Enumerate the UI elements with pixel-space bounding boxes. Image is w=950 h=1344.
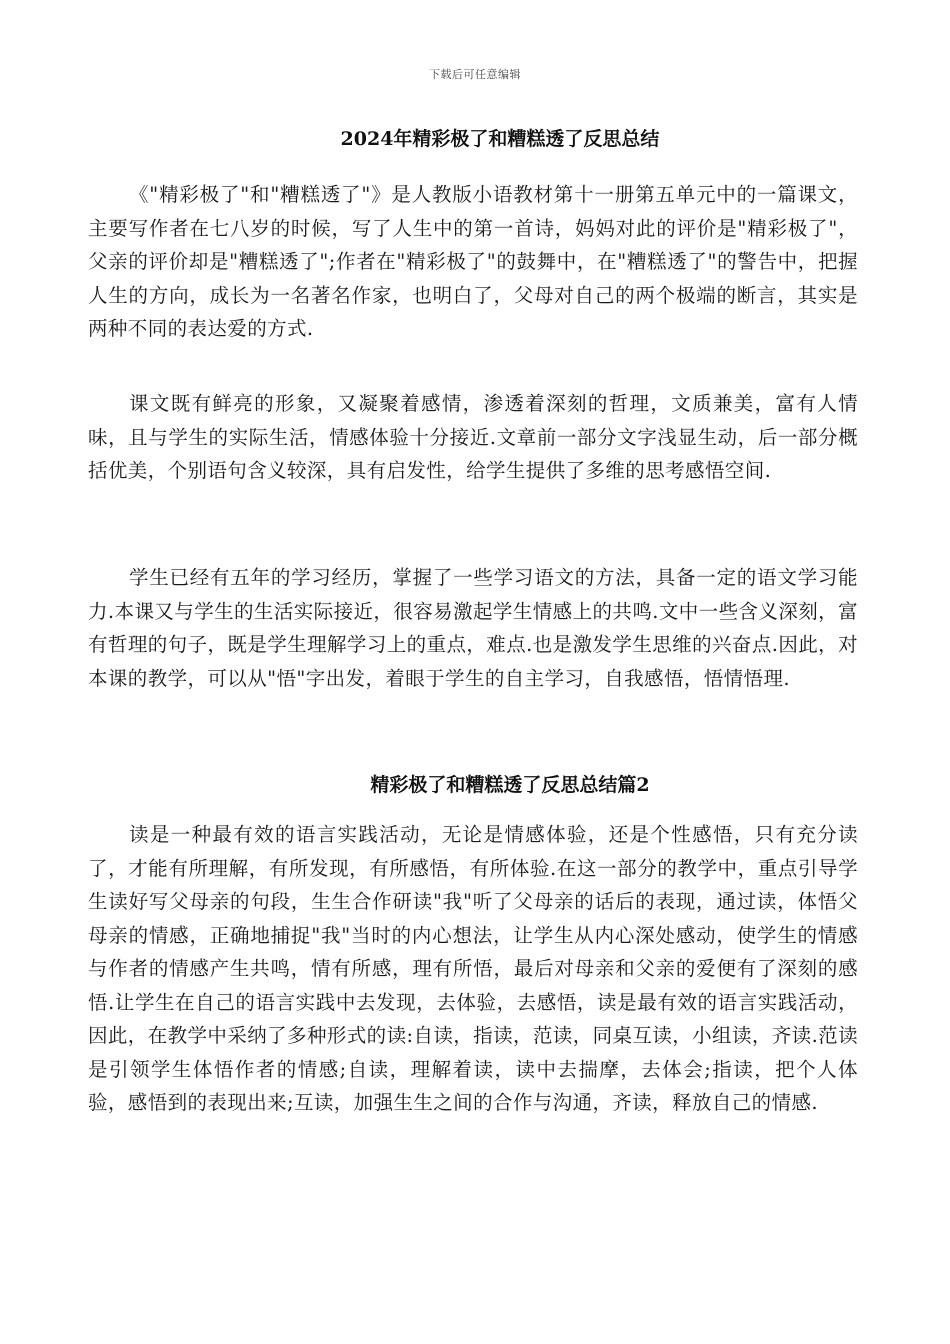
paragraph-intro: 《"精彩极了"和"糟糕透了"》是人教版小语教材第十一册第五单元中的一篇课文，主要写作者在七八岁的时候，写了人生中的第一首诗，妈妈对此的评价是"精彩极了"，父亲的评价却是"糟糕透了";作者在"精彩极了"的鼓舞中，在"糟糕透了"的警告中，把握人生的方向，成长为一名著名作家，也明白了，父母对自己的两个极端的断言，其实是两种不同的表达爱的方式. bbox=[88, 183, 858, 340]
document-title: 2024年精彩极了和糟糕透了反思总结 bbox=[340, 128, 660, 150]
paragraph-students: 学生已经有五年的学习经历，掌握了一些学习语文的方法，具备一定的语文学习能力.本课又与学生的生活实际接近，很容易激起学生情感上的共鸣.文中一些含义深刻，富有哲理的句子，既是学生理解学习上的重点，难点.也是激发学生思维的兴奋点.因此，对本课的教学，可以从"悟"字出发，着眼于学生的自主学习，自我感悟，悟情悟理. bbox=[88, 566, 858, 690]
header-note: 下载后可任意编辑 bbox=[429, 68, 521, 81]
section-2-title: 精彩极了和糟糕透了反思总结篇2 bbox=[370, 774, 650, 796]
paragraph-analysis: 课文既有鲜亮的形象，又凝聚着感情，渗透着深刻的哲理，文质兼美，富有人情味，且与学生的实际生活，情感体验十分接近.文章前一部分文字浅显生动，后一部分概括优美，个别语句含义较深，具有启发性，给学生提供了多维的思考感悟空间. bbox=[88, 392, 858, 482]
section-2-paragraph: 读是一种最有效的语言实践活动，无论是情感体验，还是个性感悟，只有充分读了，才能有所理解，有所发现，有所感悟，有所体验.在这一部分的教学中，重点引导学生读好写父母亲的句段，生生合作研读"我"听了父母亲的话后的表现，通过读，体悟父母亲的情感，正确地捕捉"我"当时的内心想法，让学生从内心深处感动，使学生的情感与作者的情感产生共鸣，情有所感，理有所悟，最后对母亲和父亲的爱便有了深刻的感悟.让学生在自己的语言实践中去发现，去体验，去感悟，读是最有效的语言实践活动，因此，在教学中采纳了多种形式的读:自读，指读，范读，同桌互读，小组读，齐读.范读是引领学生体悟作者的情感;自读，理解着读，读中去揣摩，去体会;指读，把个人体验，感悟到的表现出来;互读，加强生生之间的合作与沟通，齐读，释放自己的情感. bbox=[88, 823, 858, 1114]
